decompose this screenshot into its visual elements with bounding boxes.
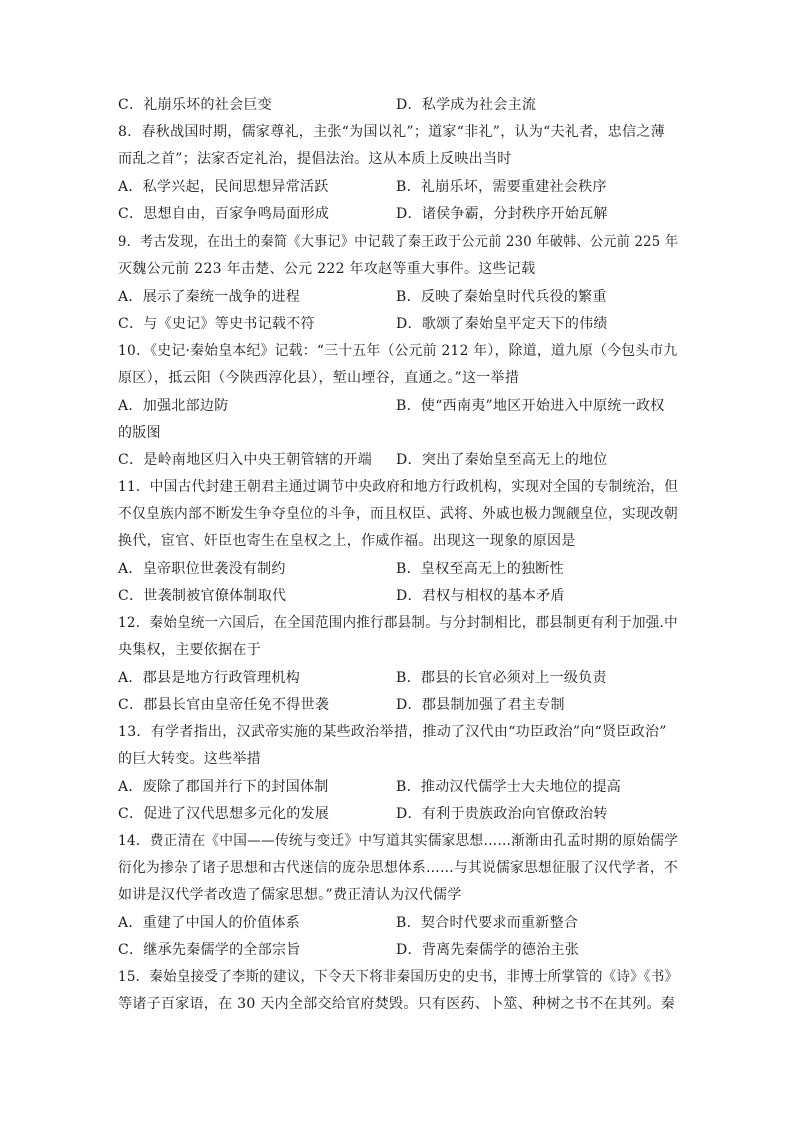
- q11-option-a: A．皇帝职位世袭没有制约: [118, 561, 286, 577]
- q11-stem-line-3: 换代，宦官、奸臣也寄生在皇权之上，作威作福。出现这一现象的原因是: [118, 533, 576, 549]
- q14-stem-line-2: 衍化为掺杂了诸子思想和古代迷信的庞杂思想体系……与其说儒家思想征服了汉代学者，不: [118, 860, 678, 876]
- q14-option-c: C．继承先秦儒学的全部宗旨: [118, 942, 301, 958]
- q9-option-d: D．歌颂了秦始皇平定天下的伟绩: [396, 316, 608, 332]
- q14-stem-line-1: 14．费正清在《中国——传统与变迁》中写道其实儒家思想……渐渐由孔孟时期的原始儒学: [118, 833, 679, 849]
- q11-option-d: D．君权与相权的基本矛盾: [396, 588, 565, 604]
- q12-stem-line-2: 央集权，主要依据在于: [118, 642, 261, 658]
- q10-option-a: A．加强北部边防: [118, 398, 229, 414]
- q8-stem-line-1: 8．春秋战国时期，儒家尊礼，主张“为国以礼”；道家“非礼”，认为“夫礼者，忠信之薄: [118, 124, 665, 140]
- q8-option-c: C．思想自由，百家争鸣局面形成: [118, 206, 330, 222]
- q8-stem-line-2: 而乱之首”；法家否定礼治，提倡法治。这从本质上反映出当时: [118, 151, 512, 167]
- q11-option-b: B．皇权至高无上的独断性: [396, 561, 564, 577]
- q13-option-b: B．推动汉代儒学士大夫地位的提高: [396, 779, 622, 795]
- q10-stem-line-2: 原区），抵云阳（今陕西淳化县），堑山堙谷，直通之。”这一举措: [118, 370, 520, 386]
- q9-option-c: C．与《史记》等史书记载不符: [118, 316, 315, 332]
- q8-option-b: B．礼崩乐坏，需要重建社会秩序: [396, 179, 607, 195]
- q15-stem-line-1: 15．秦始皇接受了李斯的建议，下令天下将非秦国历史的史书，非博士所掌管的《诗》《书》: [118, 969, 679, 985]
- q13-option-d: D．有利于贵族政治向官僚政治转: [396, 806, 608, 822]
- q12-stem-line-1: 12．秦始皇统一六国后，在全国范围内推行郡县制。与分封制相比，郡县制更有利于加强.中: [118, 615, 678, 631]
- q7-option-d: D．私学成为社会主流: [396, 97, 537, 113]
- q10-option-b-continued: 的版图: [118, 425, 161, 441]
- q9-stem-line-2: 灭魏公元前 223 年击楚、公元 222 年攻赵等重大事件。这些记载: [118, 261, 536, 277]
- q8-option-a: A．私学兴起，民间思想异常活跃: [118, 179, 329, 195]
- q13-stem-line-2: 的巨大转变。这些举措: [118, 751, 261, 767]
- q12-option-d: D．郡县制加强了君主专制: [396, 697, 565, 713]
- q14-stem-line-3: 如讲是汉代学者改造了儒家思想。”费正清认为汉代儒学: [118, 887, 462, 903]
- q11-option-c: C．世袭制被官僚体制取代: [118, 588, 287, 604]
- q8-option-d: D．诸侯争霸，分封秩序开始瓦解: [396, 206, 608, 222]
- q10-stem-line-1: 10．《史记·秦始皇本纪》记载：“三十五年（公元前 212 年），除道，道九原（今包头市九: [118, 343, 678, 359]
- q14-option-b: B．契合时代要求而重新整合: [396, 915, 579, 931]
- q10-option-b: B．使“西南夷”地区开始进入中原统一政权: [396, 398, 665, 414]
- q9-stem-line-1: 9．考古发现，在出土的秦简《大事记》中记载了秦王政于公元前 230 年破韩、公元前 225 年: [118, 234, 679, 250]
- q12-option-a: A．郡县是地方行政管理机构: [118, 670, 301, 686]
- q9-option-b: B．反映了秦始皇时代兵役的繁重: [396, 289, 607, 305]
- q10-option-d: D．突出了秦始皇至高无上的地位: [396, 452, 608, 468]
- q12-option-c: C．郡县长官由皇帝任免不得世袭: [118, 697, 330, 713]
- q10-option-c: C．是岭南地区归入中央王朝管辖的开端: [118, 452, 373, 468]
- q15-stem-line-2: 等诸子百家语，在 30 天内全部交给官府焚毁。只有医药、卜筮、种树之书不在其列。秦: [118, 996, 676, 1012]
- q14-option-d: D．背离先秦儒学的德治主张: [396, 942, 580, 958]
- q11-stem-line-1: 11．中国古代封建王朝君主通过调节中央政府和地方行政机构，实现对全国的专制统治，但: [118, 479, 679, 495]
- q13-stem-line-1: 13．有学者指出，汉武帝实施的某些政治举措，推动了汉代由“功臣政治”向“贤臣政治”: [118, 724, 667, 740]
- q13-option-c: C．促进了汉代思想多元化的发展: [118, 806, 330, 822]
- q7-option-c: C．礼崩乐坏的社会巨变: [118, 97, 273, 113]
- q9-option-a: A．展示了秦统一战争的进程: [118, 289, 301, 305]
- q13-option-a: A．废除了郡国并行下的封国体制: [118, 779, 329, 795]
- q11-stem-line-2: 不仅皇族内部不断发生争夺皇位的斗争，而且权臣、武将、外戚也极力觊觎皇位，实现改朝: [118, 506, 678, 522]
- q14-option-a: A．重建了中国人的价值体系: [118, 915, 301, 931]
- q12-option-b: B．郡县的长官必须对上一级负责: [396, 670, 607, 686]
